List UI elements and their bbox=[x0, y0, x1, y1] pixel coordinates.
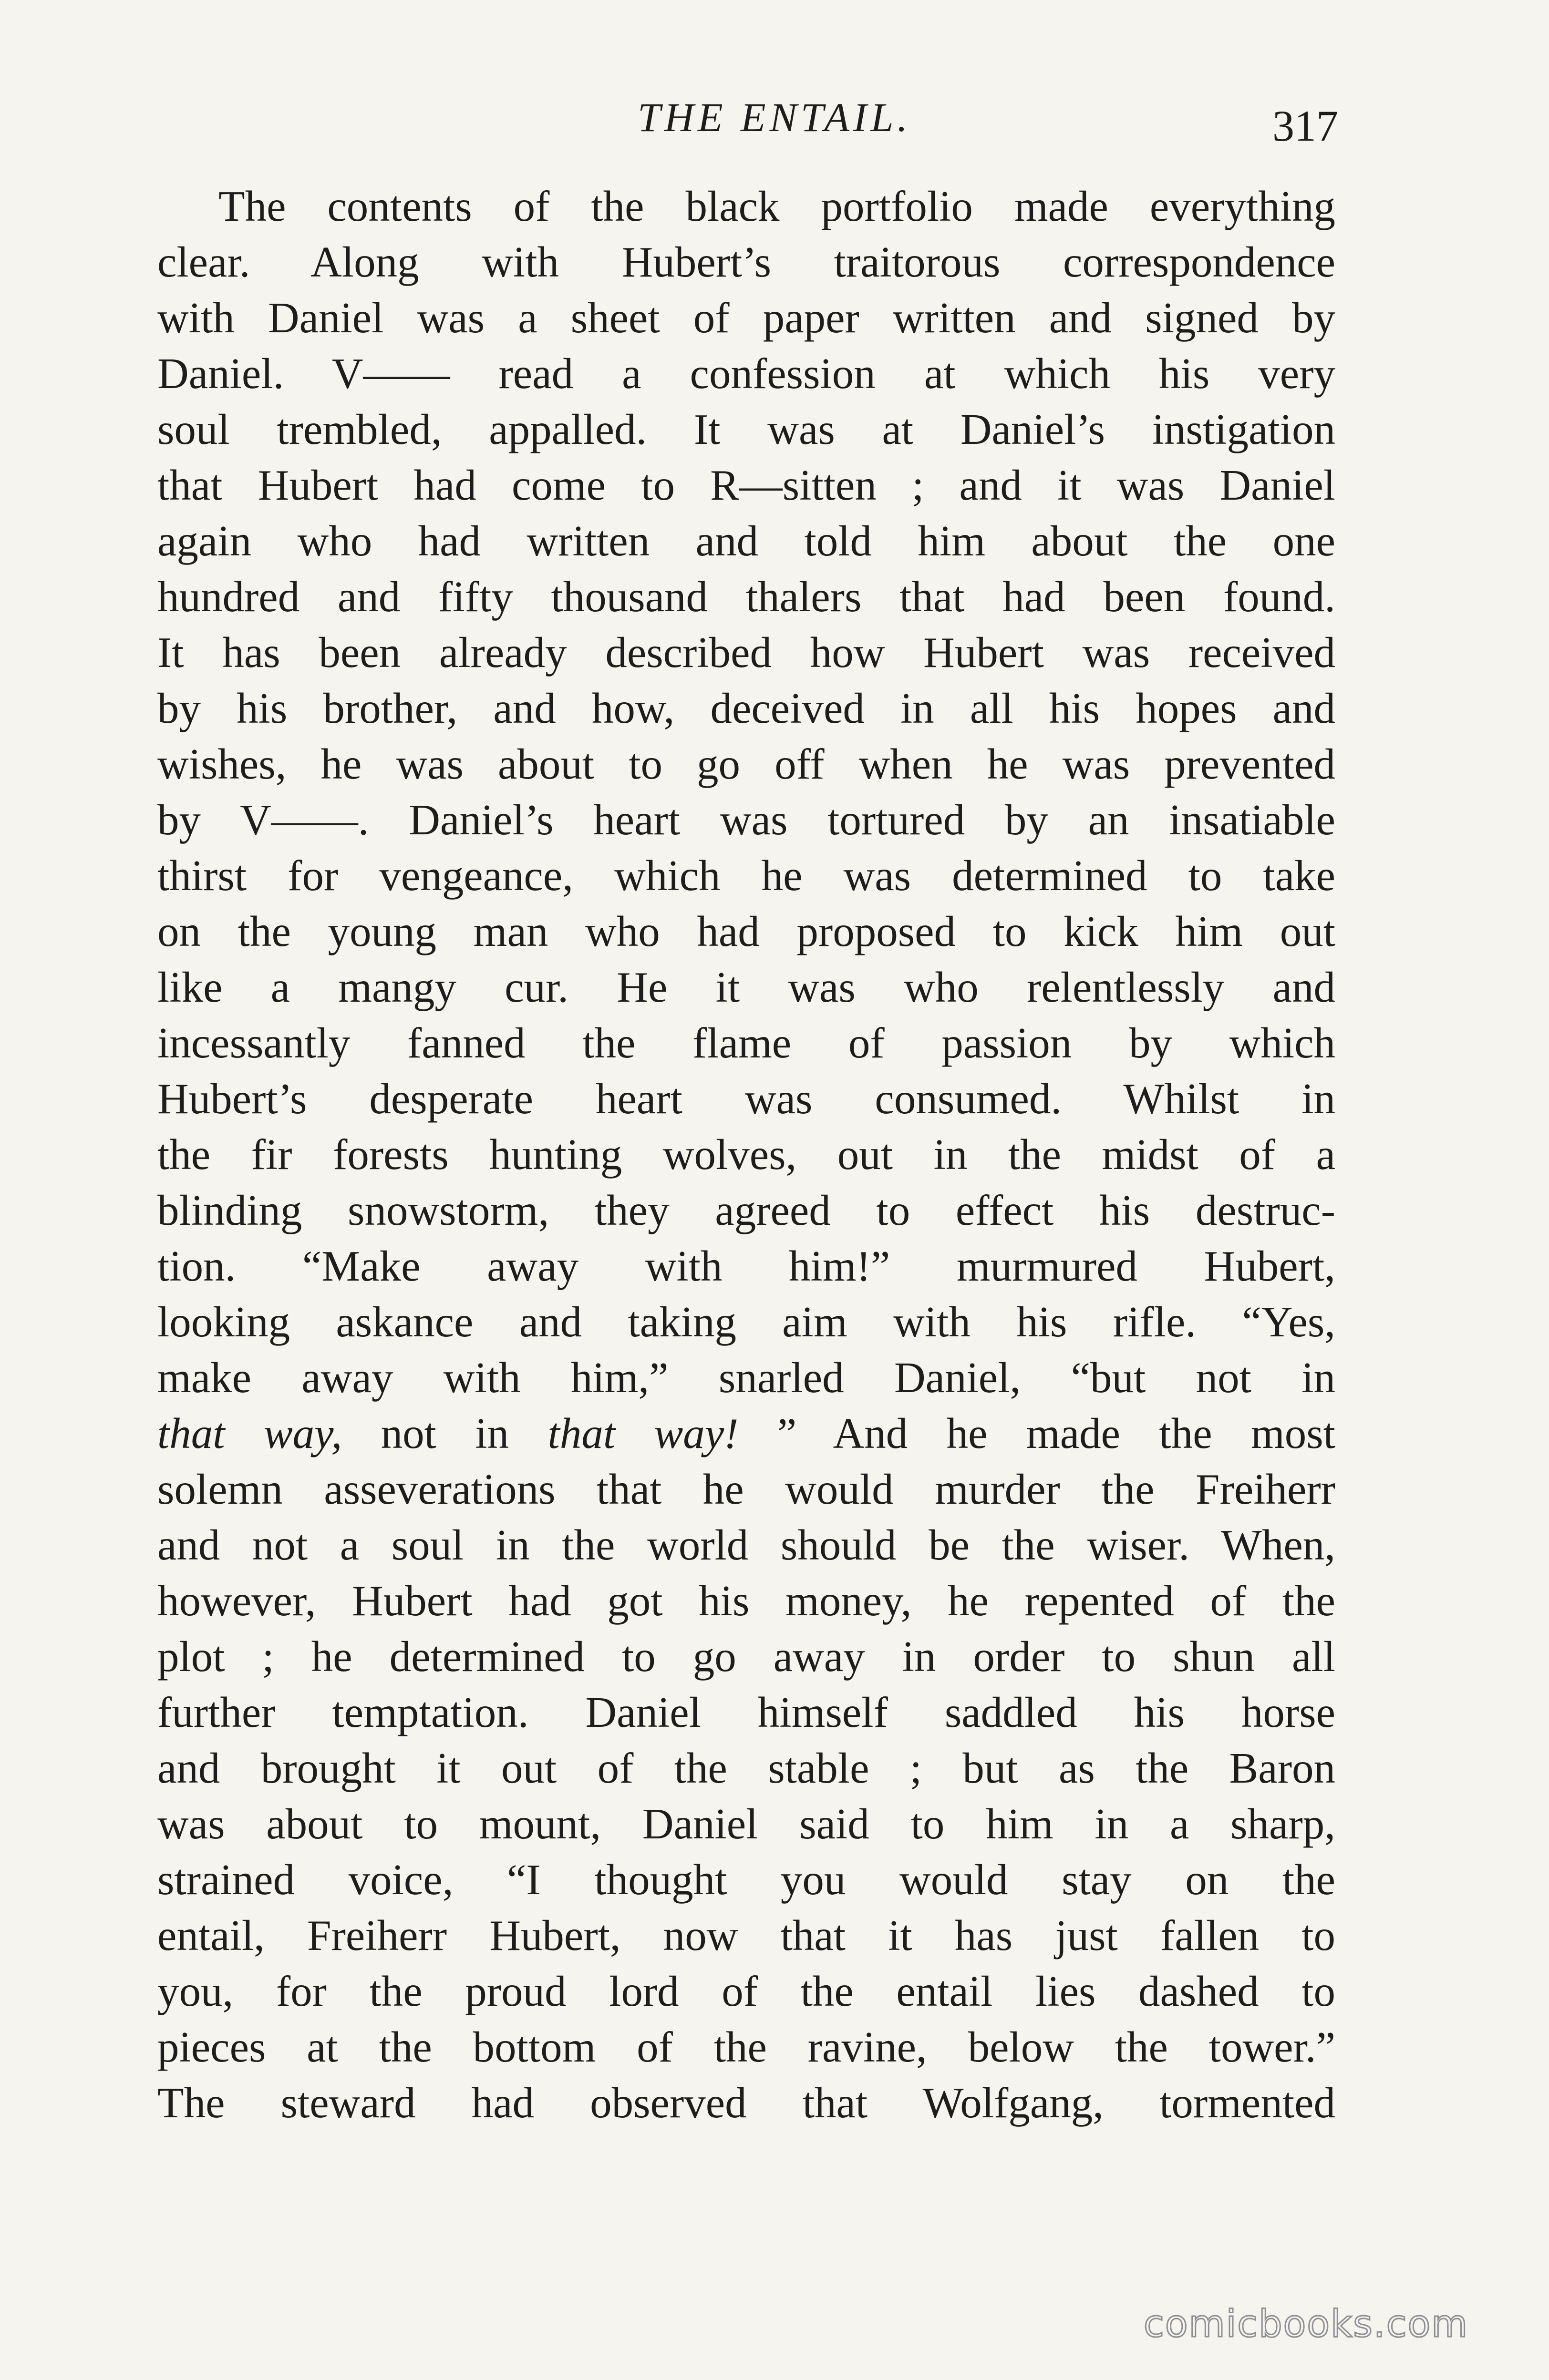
text-line: incessantly fanned the flame of passion by which bbox=[157, 1019, 1335, 1067]
text-line: with Daniel was a sheet of paper written and signed by bbox=[157, 294, 1335, 342]
text-line: however, Hubert had got his money, he repented of the bbox=[157, 1577, 1335, 1625]
text-line: solemn asseverations that he would murder the Freiherr bbox=[157, 1465, 1335, 1513]
text-line: clear. Along with Hubert’s traitorous correspondence bbox=[157, 238, 1335, 286]
text-line: by his brother, and how, deceived in all his hopes and bbox=[157, 684, 1335, 732]
text-line: the fir forests hunting wolves, out in the midst of a bbox=[157, 1130, 1335, 1179]
text-line: further temptation. Daniel himself saddled his horse bbox=[157, 1688, 1335, 1736]
text-line: that Hubert had come to R—sitten ; and it was Daniel bbox=[157, 461, 1335, 509]
text-line: you, for the proud lord of the entail lies dashed to bbox=[157, 1967, 1335, 2015]
body-text bbox=[157, 178, 1335, 2131]
text-line: strained voice, “I thought you would stay on the bbox=[157, 1856, 1335, 1904]
text-line: blinding snowstorm, they agreed to effect his destruc- bbox=[157, 1186, 1335, 1234]
text-line: entail, Freiherr Hubert, now that it has just fallen to bbox=[157, 1911, 1335, 1959]
text-line: on the young man who had proposed to kick him out bbox=[157, 907, 1335, 955]
text-line: soul trembled, appalled. It was at Daniel’s instigation bbox=[157, 405, 1335, 453]
page-number: 317 bbox=[1272, 102, 1338, 150]
watermark: comicbooks.com bbox=[1144, 2303, 1469, 2346]
text-line: The contents of the black portfolio made everything bbox=[218, 182, 1335, 230]
text-line: thirst for vengeance, which he was determined to take bbox=[157, 851, 1335, 900]
text-line: Hubert’s desperate heart was consumed. Whilst in bbox=[157, 1075, 1335, 1123]
text-fragment: not in bbox=[342, 1409, 548, 1457]
text-line: It has been already described how Hubert was received bbox=[157, 628, 1335, 677]
text-line: Daniel. V—— read a confession at which his very bbox=[157, 349, 1335, 398]
text-line: plot ; he determined to go away in order to shun all bbox=[157, 1632, 1335, 1681]
text-line: wishes, he was about to go off when he was prevented bbox=[157, 740, 1335, 788]
text-line: make away with him,” snarled Daniel, “but not in bbox=[157, 1354, 1335, 1402]
text-line-with-italics bbox=[157, 1405, 1335, 1461]
running-title: THE ENTAIL. bbox=[638, 94, 911, 140]
text-line: pieces at the bottom of the ravine, below the tower.” bbox=[157, 2023, 1335, 2071]
text-line: looking askance and taking aim with his rifle. “Yes, bbox=[157, 1298, 1335, 1346]
text-line: and brought it out of the stable ; but as the Baron bbox=[157, 1744, 1335, 1792]
text-line: tion. “Make away with him!” murmured Hubert, bbox=[157, 1242, 1335, 1290]
text-line: again who had written and told him about the one bbox=[157, 517, 1335, 565]
text-line: like a mangy cur. He it was who relentlessly and bbox=[157, 963, 1335, 1011]
italic-phrase: that way! bbox=[547, 1409, 739, 1457]
text-line: The steward had observed that Wolfgang, tormented bbox=[157, 2079, 1335, 2127]
text-line: was about to mount, Daniel said to him in a sharp, bbox=[157, 1800, 1335, 1848]
text-fragment: ” And he made the most bbox=[738, 1409, 1335, 1457]
text-line: and not a soul in the world should be the wiser. When, bbox=[157, 1521, 1335, 1569]
text-line: hundred and fifty thousand thalers that had been found. bbox=[157, 573, 1335, 621]
italic-phrase: that way, bbox=[157, 1409, 342, 1457]
text-line: by V——. Daniel’s heart was tortured by an insatiable bbox=[157, 796, 1335, 844]
